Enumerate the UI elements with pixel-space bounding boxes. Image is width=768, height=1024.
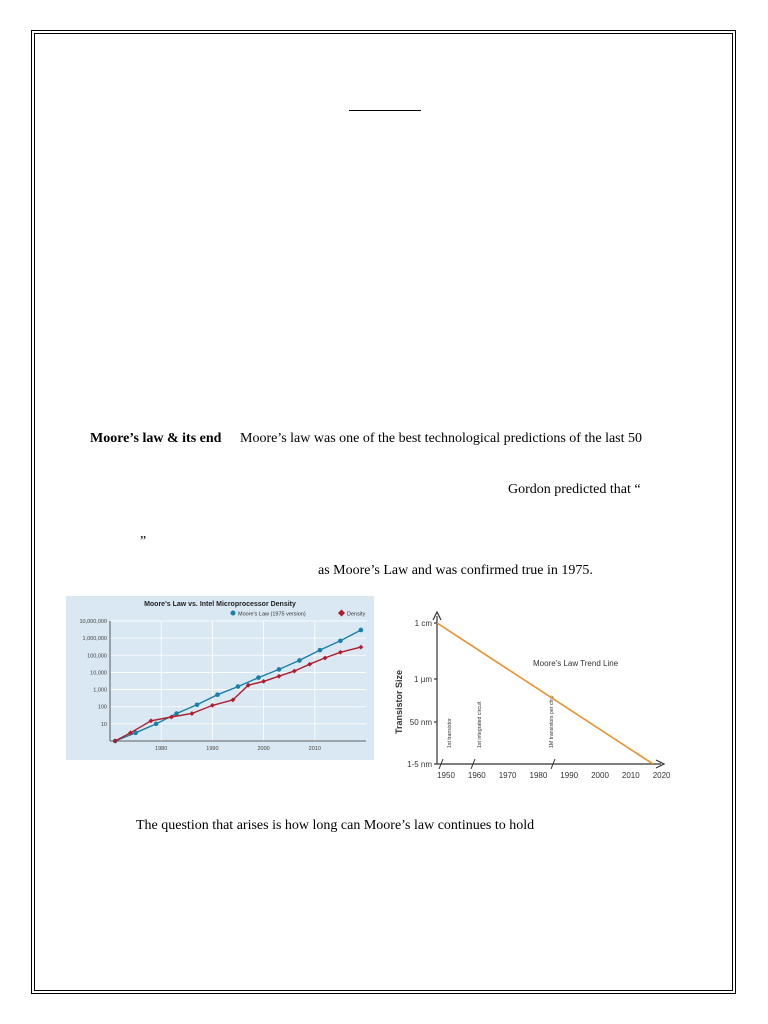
chart2-ylabel: Transistor Size: [394, 669, 404, 735]
chart1-legend-moore: Moore's Law (1975 version): [238, 611, 306, 618]
chart2-annotation: 1st transistor: [447, 718, 453, 748]
chart2-xtick-label: 1950: [437, 771, 455, 780]
chart2-annotation: 1st integrated circuit: [477, 701, 483, 748]
page-border-inner: [34, 33, 733, 991]
chart1-ytick-label: 10,000: [90, 670, 107, 677]
chart1-ytick-label: 10,000,000: [79, 619, 107, 625]
chart1-ytick-label: 100,000: [87, 653, 107, 660]
chart1-point-moore: [215, 692, 220, 697]
chart1-title: Moore's Law vs. Intel Microprocessor Density: [144, 601, 296, 608]
chart1-background: [66, 596, 374, 760]
chart1-xtick-label: 1990: [206, 746, 219, 752]
title-underline: [349, 110, 421, 111]
chart1-ytick-label: 10: [100, 721, 107, 728]
chart2-xtick-label: 2000: [591, 771, 609, 780]
known-as-text: as Moore’s Law and was confirmed true in 1975.: [318, 563, 593, 578]
chart1-point-moore: [195, 702, 200, 707]
chart1-point-moore: [297, 658, 302, 663]
moore-density-chart: [66, 596, 374, 760]
intro-text: Moore’s law was one of the best technological predictions of the last 50: [240, 431, 643, 446]
chart1-legend-density: Density: [347, 611, 366, 618]
chart2-xtick-label: 1980: [529, 771, 548, 780]
chart2-ytick-label: 50 nm: [409, 718, 432, 727]
chart2-annotation: 1M transistors per chip: [549, 695, 555, 748]
chart2-xtick-label: 1970: [498, 771, 517, 780]
chart2-xtick-label: 1960: [467, 771, 486, 780]
chart1-ytick-label: 100: [97, 704, 107, 711]
chart1-point-moore: [256, 675, 261, 680]
chart1-point-moore: [277, 667, 282, 672]
chart2-ytick-label: 1-5 nm: [407, 760, 432, 769]
chart1-ytick-label: 1,000: [93, 687, 107, 694]
transistor-size-chart: [385, 600, 670, 796]
chart1-xtick-label: 2000: [257, 746, 270, 752]
chart2-ytick-label: 1 µm: [414, 675, 432, 684]
chart1-point-moore: [338, 638, 343, 643]
chart1-xtick-label: 2010: [308, 746, 321, 752]
chart2-trend-label: Moore's Law Trend Line: [533, 659, 619, 668]
chart1-xtick-label: 1980: [155, 746, 168, 752]
chart1-legend-marker-moore: [231, 611, 236, 616]
chart1-point-moore: [318, 648, 323, 653]
question-text: The question that arises is how long can Moore’s law continues to hold: [136, 818, 535, 833]
chart2-xtick-label: 2010: [621, 771, 640, 780]
chart2-ytick-label: 1 cm: [414, 619, 432, 628]
closing-quote: ”: [140, 534, 147, 549]
gordon-text: Gordon predicted that “: [508, 482, 641, 497]
chart1-ytick-label: 1,000,000: [82, 636, 107, 643]
chart2-xtick-label: 2020: [652, 771, 670, 780]
chart1-point-moore: [359, 628, 364, 633]
chart1-point-moore: [236, 684, 241, 689]
section-heading: Moore’s law & its end: [90, 431, 222, 446]
chart2-xtick-label: 1990: [560, 771, 579, 780]
chart1-point-moore: [154, 722, 159, 727]
